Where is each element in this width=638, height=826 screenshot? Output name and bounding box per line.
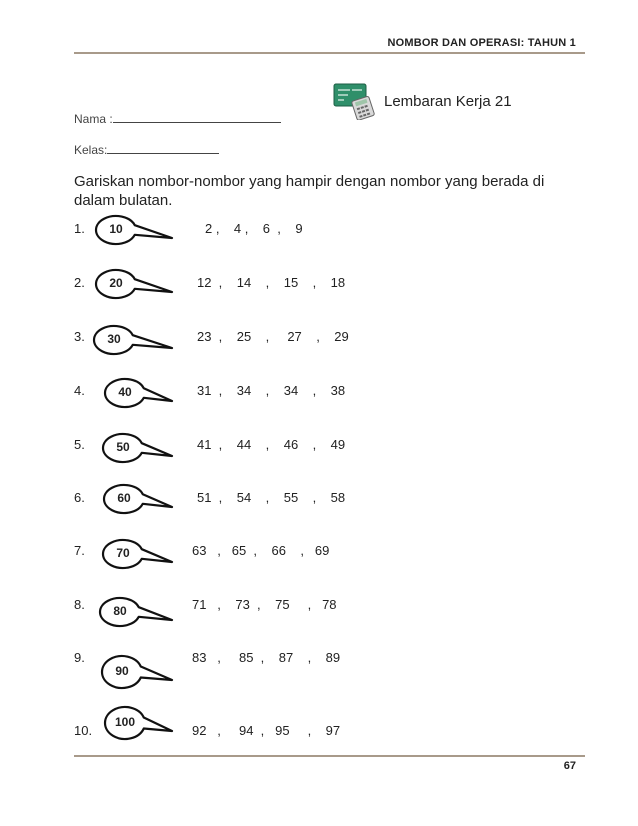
question-number: 2. — [74, 275, 85, 290]
target-number: 40 — [118, 385, 132, 399]
page-number: 67 — [563, 760, 576, 772]
target-number: 80 — [113, 604, 127, 618]
target-number: 60 — [117, 491, 131, 505]
header-title: NOMBOR DAN OPERASI: TAHUN 1 — [387, 37, 576, 49]
question-number: 3. — [74, 329, 85, 344]
answer-choices[interactable]: 51 , 54 , 55 , 58 — [197, 490, 346, 505]
name-label: Nama : — [74, 112, 113, 126]
target-number: 30 — [107, 332, 121, 346]
answer-choices[interactable]: 12 , 14 , 15 , 18 — [197, 275, 346, 290]
answer-choices[interactable]: 23 , 25 , 27 , 29 — [197, 329, 349, 344]
question-number: 8. — [74, 597, 85, 612]
question-number: 6. — [74, 490, 85, 505]
answer-choices[interactable]: 63 , 65 , 66 , 69 — [192, 543, 330, 558]
question-number: 9. — [74, 650, 85, 665]
class-label: Kelas: — [74, 143, 108, 157]
question-number: 7. — [74, 543, 85, 558]
question-number: 10. — [74, 723, 93, 738]
question-number: 5. — [74, 437, 85, 452]
question-number: 4. — [74, 383, 85, 398]
worksheet-title: Lembaran Kerja 21 — [384, 93, 512, 110]
target-number: 20 — [109, 276, 123, 290]
question-number: 1. — [74, 221, 85, 236]
target-number: 50 — [116, 440, 130, 454]
target-number: 100 — [114, 715, 136, 729]
target-number: 90 — [115, 664, 129, 678]
instruction-text: Gariskan nombor-nombor yang hampir dengan nombor yang berada di dalam bulatan. — [74, 173, 545, 209]
answer-choices[interactable]: 92 , 94 , 95 , 97 — [192, 723, 341, 738]
answer-choices[interactable]: 2 , 4 , 6 , 9 — [205, 221, 303, 236]
answer-choices[interactable]: 31 , 34 , 34 , 38 — [197, 383, 346, 398]
target-number: 10 — [109, 222, 123, 236]
answer-choices[interactable]: 41 , 44 , 46 , 49 — [197, 437, 346, 452]
target-number: 70 — [116, 546, 130, 560]
answer-choices[interactable]: 71 , 73 , 75 , 78 — [192, 597, 337, 612]
answer-choices[interactable]: 83 , 85 , 87 , 89 — [192, 650, 341, 665]
